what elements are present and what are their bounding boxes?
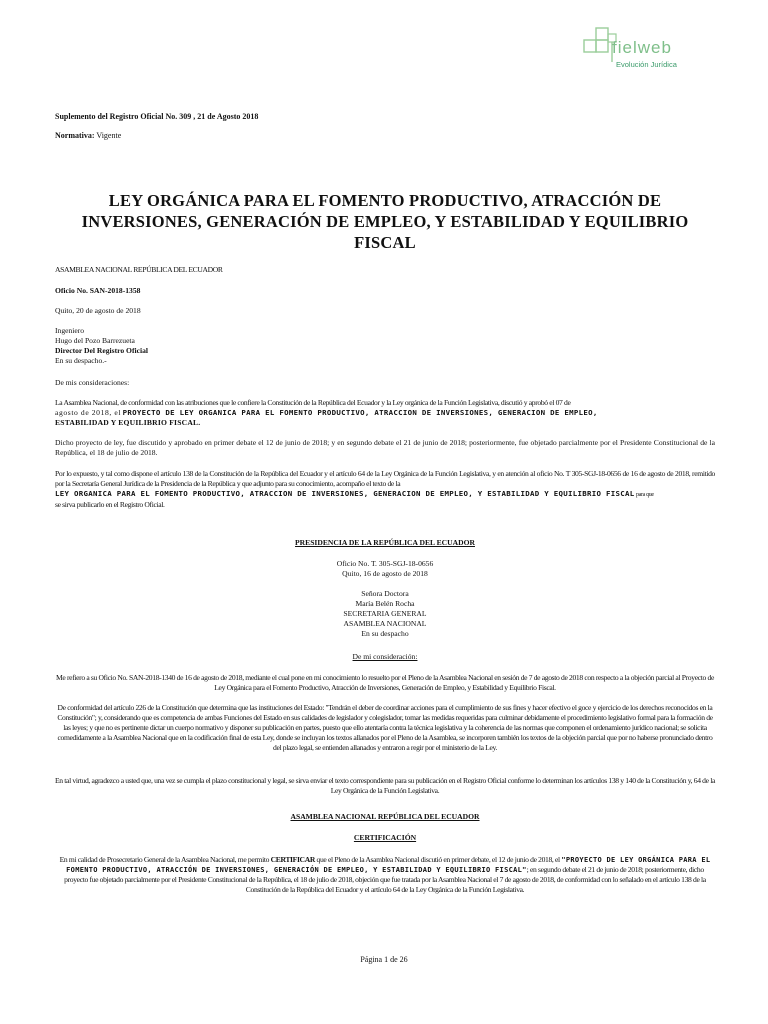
law-name-bold: ESTABILIDAD Y EQUILIBRIO FISCAL. (55, 418, 201, 427)
letter2-recipient (55, 589, 715, 639)
recipient-line: ASAMBLEA NACIONAL (343, 619, 427, 628)
recipient-line: Señora Doctora (361, 589, 409, 598)
cert-org: ASAMBLEA NACIONAL REPÚBLICA DEL ECUADOR (290, 812, 480, 821)
recipient-line: Hugo del Pozo Barrezueta (55, 336, 135, 345)
letter1-paragraph-3 (55, 469, 715, 510)
law-name-bold: PROYECTO DE LEY ORGANICA PARA EL FOMENTO PRODUCTIVO, ATRACCION DE INVERSIONES, GENERACION DE EMPLEO, (122, 408, 598, 417)
letter2-paragraph-2: De conformidad del artículo 226 de la Constitución que determina que las instituciones del Estado: "Tendrán el deber de coordinar acciones para el cumplimiento de sus fines y hacer efectivo el goce y ejercicio de los derechos reconocidos en la Constitución"; y, considerando que es competencia de ambas Funciones del Estado en sus calidades de legislador y colegislador, tomar las medidas requeridas para culminar debidamente el procedimiento legislativo formal para la formación de las leyes; y que no es pertinente dictar un cuerpo normativo y disponer su publicación en partes, puesto que ello atentaría contra la técnica legislativa y la coherencia de las normas que componen el ordenamiento jurídico nacional; se solicita comedidamente a la Asamblea Nacional que en la codificación final de esta Ley, donde se incluyan los textos allanados por el Pleno de la Asamblea, se incorporen también los textos de la objeción parcial que por no haberse pronunciado dentro del plazo legal, se entienden allanados y entraron a regir por el ministerio de la Ley. (57, 703, 713, 752)
recipient-line: En su despacho (361, 629, 409, 638)
recipient-line: Ingeniero (55, 326, 85, 335)
letter1-paragraph-1 (55, 398, 715, 428)
logo-brand: fielweb (612, 38, 672, 57)
letter2-oficio: Oficio No. T. 305-SGJ-18-0656 (336, 559, 434, 568)
letter2-paragraph-3: En tal virtud, agradezco a usted que, una vez se cumpla el plazo constitucional y legal, se sirva enviar el texto correspondiente para su publicación en el Registro Oficial conforme lo determinan los artículos 138 y 140 de la Constitución y, 64 de la Ley Orgánica de la Función Legislativa. (55, 776, 715, 795)
paragraph-line (55, 489, 715, 500)
letter1-greeting: De mis consideraciones: (55, 378, 130, 387)
recipient-line: SECRETARIA GENERAL (343, 609, 427, 618)
page-number: Página 1 de 26 (360, 955, 408, 964)
letter2-paragraph-1: Me refiero a su Oficio No. SAN-2018-1340 de 16 de agosto de 2018, mediante el cual pone en mi conocimiento lo resuelto por el Pleno de la Asamblea Nacional en sesión de 7 de agosto de 2018 con respecto a la objeción parcial al Proyecto de Ley Orgánica para el Fomento Productivo, Atracción de Inversiones, Generación de Empleo, y Estabilidad y Equilibrio Fiscal. (56, 673, 714, 692)
logo-tagline: Evolución Jurídica (616, 60, 677, 69)
recipient-line: Director Del Registro Oficial (55, 346, 148, 355)
paragraph-text: agosto de 2018, el (55, 408, 122, 417)
normativa-label: Normativa: (55, 131, 95, 140)
cert-heading: CERTIFICACIÓN (353, 833, 417, 842)
letter1-recipient (55, 326, 715, 366)
law-name-bold: LEY ORGANICA PARA EL FOMENTO PRODUCTIVO, ATRACCION DE INVERSIONES, GENERACION DE EMPLEO, Y ESTABILIDAD Y EQUILIBRIO FISCAL (55, 489, 635, 498)
letter1-oficio: Oficio No. SAN-2018-1358 (55, 286, 141, 295)
law-name-bold: "PROYECTO DE LEY ORGÁNICA PARA EL FOMENTO PRODUCTIVO, ATRACCIÓN DE INVERSIONES, GENERACIÓN DE EMPLEO, Y ESTABILIDAD Y EQUILIBRIO FISCAL" (66, 856, 711, 874)
letter1-paragraph-2: Dicho proyecto de ley, fue discutido y aprobado en primer debate el 12 de junio de 2018; y en segundo debate el 21 de junio de 2018; posteriormente, fue objetado parcialmente por el Presidente Constitucional de la República, el 18 de julio de 2018. (55, 438, 715, 457)
paragraph-text: Por lo expuesto, y tal como dispone el artículo 138 de la Constitución de la República del Ecuador y el artículo 64 de la Ley Orgánica de la Función Legislativa, y en atención al oficio No. T 305-SGJ-18-0656 de 16 de agosto de 2018, remitido por la Secretaría General Jurídica de la Presidencia de la República y que adjunto para su conocimiento, acompaño el texto de la (55, 469, 715, 488)
fielweb-logo (582, 26, 702, 74)
letter2-header (55, 559, 715, 579)
normativa-line (55, 131, 121, 140)
paragraph-line: La Asamblea Nacional, de conformidad con las atribuciones que le confiere la Constitución de la República del Ecuador y la Ley orgánica de la Función Legislativa, discutió y aprobó el 07 de (55, 398, 571, 407)
paragraph-text: que el Pleno de la Asamblea Nacional discutió en primer debate, el 12 de junio de 2018, el (316, 855, 560, 864)
letter1-org: ASAMBLEA NACIONAL REPÚBLICA DEL ECUADOR (55, 265, 223, 274)
paragraph-text: En mi calidad de Prosecretario General de la Asamblea Nacional, me permito (59, 855, 270, 864)
recipient-line: En su despacho.- (55, 356, 107, 365)
certificar-bold: CERTIFICAR (270, 855, 315, 864)
recipient-line: María Belén Rocha (355, 599, 415, 608)
paragraph-text: para que (636, 492, 654, 498)
paragraph-text: ; en segundo debate el 21 de junio de 2018; posteriormente, dicho proyecto fue objetado parcialmente por el Presidente Constitucional de la República, el 18 de julio de 2018, objeción que fue tratada por la Asamblea Nacional el 7 de agosto de 2018, de conformidad con lo señalado en el artículo 138 de la Constitución de la República del Ecuador y el artículo 64 de la Ley Orgánica de la Función Legislativa. (64, 865, 706, 894)
paragraph-line (55, 408, 715, 418)
normativa-value: Vigente (96, 131, 122, 140)
letter1-date: Quito, 20 de agosto de 2018 (55, 306, 141, 315)
law-title: LEY ORGÁNICA PARA EL FOMENTO PRODUCTIVO, ATRACCIÓN DE INVERSIONES, GENERACIÓN DE EMPLEO, Y ESTABILIDAD Y EQUILIBRIO FISCAL (81, 191, 689, 252)
paragraph-line: se sirva publicarlo en el Registro Oficial. (55, 500, 165, 509)
letter2-org: PRESIDENCIA DE LA REPÚBLICA DEL ECUADOR (295, 538, 475, 547)
letter2-date: Quito, 16 de agosto de 2018 (342, 569, 428, 578)
letter2-greeting: De mi consideración: (352, 652, 418, 661)
cert-paragraph (55, 855, 715, 895)
registro-oficial-line: Suplemento del Registro Oficial No. 309 , 21 de Agosto 2018 (55, 112, 259, 121)
